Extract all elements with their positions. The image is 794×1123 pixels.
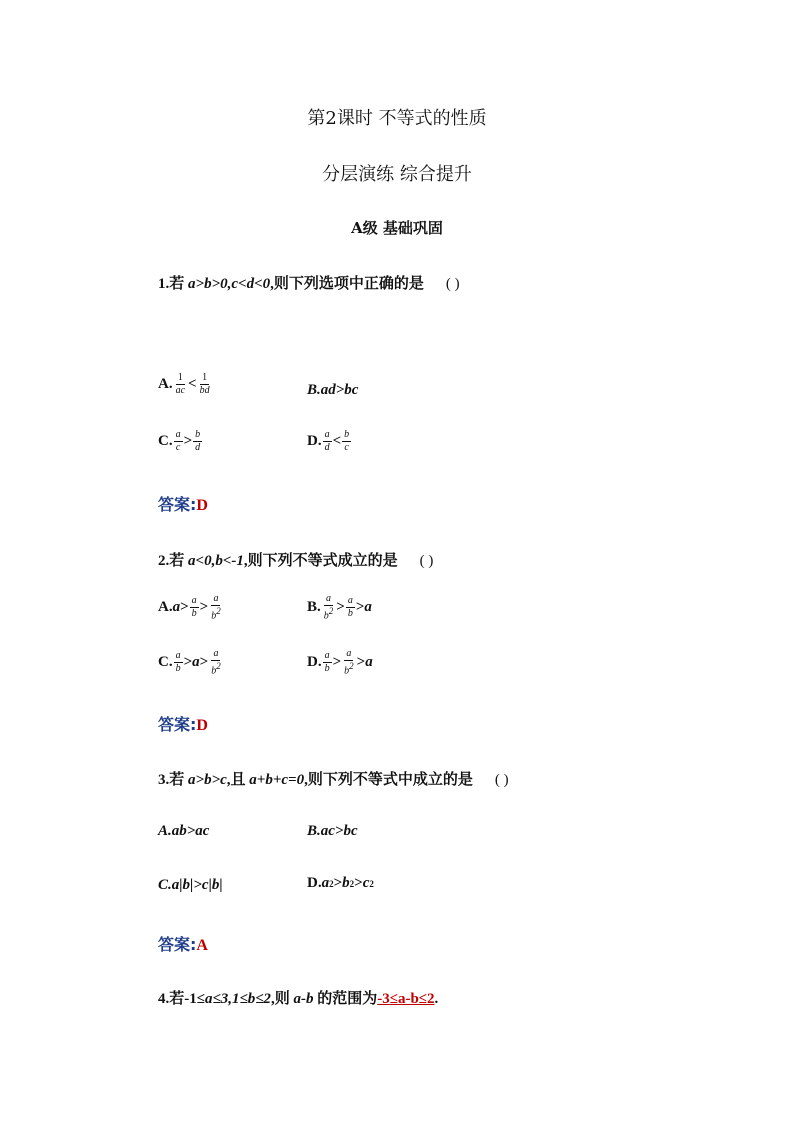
q1-option-a-label: A.: [158, 376, 173, 392]
q2-option-c-label: C.: [158, 654, 173, 671]
q2-option-b[interactable]: B. $\frac{a}{b^2}$ > $\frac{a}{b}$ > a: [307, 593, 372, 622]
fraction-b-over-c: $\frac{b}{c}$: [344, 429, 350, 453]
fraction-1-over-ac: $\frac{1}{ac}$: [175, 372, 186, 396]
fraction-a-over-b-squared: $\frac{a}{b^2}$: [211, 648, 221, 677]
lesson-title: 第2课时 不等式的性质: [307, 108, 487, 129]
q2-option-c[interactable]: C. $\frac{a}{b}$ > a > $\frac{a}{b^2}$: [158, 648, 221, 677]
q2-answer-paren: ( ): [419, 553, 434, 569]
q1-option-b-text: B.ad>bc: [307, 382, 359, 398]
q1-suffix: ,则下列选项中正确的是: [270, 276, 424, 292]
q3-condition-2: a+b+c=0: [249, 772, 305, 788]
fraction-a-over-c: $\frac{a}{c}$: [175, 429, 181, 453]
q4-condition: a≤3,1≤b≤2: [204, 991, 271, 1007]
q1-option-d-label: D.: [307, 433, 322, 449]
fraction-a-over-b: $\frac{a}{b}$: [347, 595, 353, 620]
q1-option-d[interactable]: D. $\frac{a}{d}$ < $\frac{b}{c}$: [307, 429, 350, 453]
q2-answer-label: 答案:: [158, 715, 197, 734]
q2-condition: a<0,b<-1: [188, 553, 244, 569]
q4-prefix: 4.若-1≤: [158, 991, 205, 1007]
question-3-stem: [158, 768, 509, 789]
q2-option-a-label: A.: [158, 599, 173, 616]
q2-suffix: ,则下列不等式成立的是: [243, 553, 398, 569]
fraction-a-over-b-squared: $\frac{a}{b^2}$: [323, 593, 334, 622]
q3-option-c-text: C.a|b|>c|b|: [158, 877, 223, 893]
q2-prefix: 2.若: [158, 553, 189, 569]
level-heading: A级 基础巩固: [351, 219, 443, 237]
q1-answer-label: 答案:: [158, 495, 197, 514]
q1-answer: [158, 492, 208, 515]
fraction-a-over-d: $\frac{a}{d}$: [324, 429, 330, 453]
q2-option-d-label: D.: [307, 654, 322, 671]
q4-expression: a-b: [293, 991, 314, 1007]
fraction-a-over-b-squared: $\frac{a}{b^2}$: [344, 648, 354, 677]
fraction-a-over-b-squared: $\frac{a}{b^2}$: [211, 593, 221, 622]
q4-end: .: [434, 991, 439, 1007]
q3-suffix: ,则下列不等式中成立的是: [304, 772, 473, 788]
q3-option-b-text: B.ac>bc: [307, 823, 358, 839]
q3-option-a[interactable]: [158, 823, 209, 840]
q2-answer: [158, 712, 208, 735]
q4-mid: ,则: [270, 991, 294, 1007]
q4-suffix: 的范围为: [313, 991, 378, 1007]
q2-option-d[interactable]: D. $\frac{a}{b}$ > $\frac{a}{b^2}$ > a: [307, 648, 373, 677]
q1-option-c-label: C.: [158, 433, 173, 449]
q3-answer-value: A: [196, 937, 208, 954]
q2-answer-value: D: [196, 717, 208, 734]
fraction-a-over-b: $\frac{a}{b}$: [191, 595, 197, 620]
q2-option-b-label: B.: [307, 599, 321, 616]
q2-option-a[interactable]: A. a > $\frac{a}{b}$ > $\frac{a}{b^2}$: [158, 593, 221, 622]
fraction-b-over-d: $\frac{b}{d}$: [195, 429, 201, 453]
q3-option-b[interactable]: [307, 823, 358, 840]
question-4-stem: [158, 987, 438, 1008]
section-subtitle: 分层演练 综合提升: [322, 164, 472, 185]
q3-option-d[interactable]: D. a 2 > b 2 > c 2: [307, 875, 374, 891]
fraction-a-over-b: $\frac{a}{b}$: [324, 650, 330, 675]
q1-option-b[interactable]: [307, 382, 358, 399]
q3-mid: ,且: [226, 772, 250, 788]
q3-answer-label: 答案:: [158, 935, 197, 954]
q3-answer: [158, 932, 208, 955]
q3-prefix: 3.若: [158, 772, 189, 788]
q3-option-a-text: A.ab>ac: [158, 823, 210, 839]
q3-condition: a>b>c: [188, 772, 227, 788]
q1-option-a[interactable]: A. $\frac{1}{ac}$ < $\frac{1}{bd}$: [158, 372, 210, 396]
q1-prefix: 1.若: [158, 276, 189, 292]
question-2-stem: [158, 549, 433, 570]
fraction-1-over-bd: $\frac{1}{bd}$: [199, 372, 210, 396]
q1-condition: a>b>0,c<d<0: [188, 276, 271, 292]
fraction-a-over-b: $\frac{a}{b}$: [175, 650, 181, 675]
q1-option-c[interactable]: C. $\frac{a}{c}$ > $\frac{b}{d}$: [158, 429, 201, 453]
q1-answer-value: D: [196, 497, 208, 514]
question-1-stem: [158, 272, 460, 293]
q4-answer-fill: -3≤a-b≤2: [377, 991, 435, 1007]
q1-answer-paren: ( ): [445, 276, 460, 292]
q3-answer-paren: ( ): [494, 772, 509, 788]
q3-option-d-label: D.: [307, 875, 322, 891]
q3-option-c[interactable]: [158, 877, 223, 894]
